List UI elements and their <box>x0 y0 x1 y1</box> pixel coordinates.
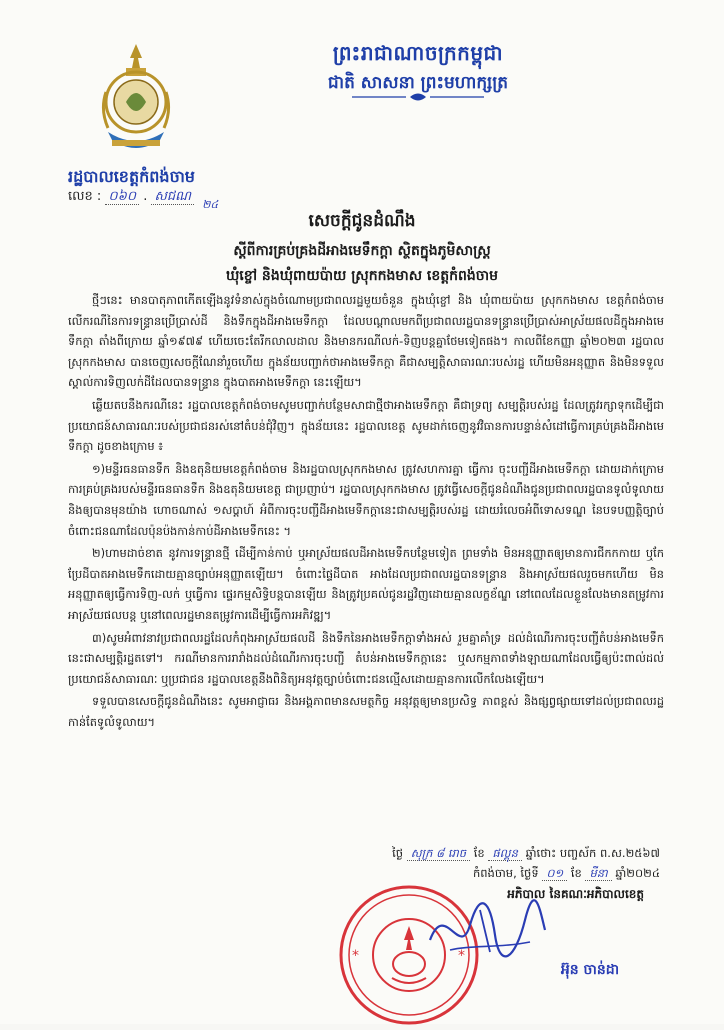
signer-title: អភិបាល នៃគណៈអភិបាលខេត្ត <box>507 887 644 901</box>
kingdom-name: ព្រះរាជាណាចក្រកម្ពុជា <box>332 41 504 65</box>
document-body <box>68 290 664 734</box>
document-subject: ស្តីពីការគ្រប់គ្រងដីអាងមេទឹកក្តា ស្ថិតក្នុងភូមិសាស្ត្រ <box>233 243 491 259</box>
solar-year: ឆ្នាំ២០២៤ <box>615 866 660 880</box>
solar-month: មីនា <box>585 866 611 881</box>
body-paragraph-6: ទទួលបានសេចក្តីជូនដំណឹងនេះ សូមអាជ្ញាធរ និងអង្គភាពមានសមត្ថកិច្ច អនុវត្តឲ្យមានប្រសិទ្ធ ភាពខ្ពស់ និងផ្សព្វផ្សាយទៅដល់ប្រជាពលរដ្ឋកាន់តែទូលំទូលាយ។ <box>68 694 664 729</box>
svg-text:*: * <box>352 948 359 964</box>
reference-slash: . <box>143 189 148 204</box>
header-ornament-icon <box>348 92 488 102</box>
document-title: សេចក្តីជូនដំណឹង <box>308 211 416 231</box>
body-paragraph-3: ១)មន្ទីរធនធានទឹក និងឧតុនិយមខេត្តកំពង់ចាម និងរដ្ឋបាលស្រុកកងមាស ត្រូវសហការគ្នា ធ្វើការ ចុះបញ្ជីដីអាងមេទឹកក្តា ដោយដាក់ក្រោមការគ្រប់គ្រងរបស់មន្ទីរធនធានទឹក និងឧតុនិយមខេត្ត ជាប្រញាប់។ រដ្ឋបាលស្រុកកងមាស ត្រូវធ្វើសេចក្តីជូនដំណឹងជូនប្រជាពលរដ្ឋបានទូលំទូលាយ និងឲ្យបានមុនយ៉ាង ហោចណាស់ ១សប្តាហ៍ អំពីការចុះបញ្ជីដីអាងមេទឹកក្តានេះជាសម្បត្តិរបស់រដ្ឋ ដោយរំលេចអំពីទោសទណ្ឌ នៃបទបញ្ញត្តិច្បាប់ចំពោះជនណាដែលប៉ុនប៉ងកាន់កាប់ដីអាងមេទឹកនេះ ។ <box>68 461 664 538</box>
reference-label: លេខ : <box>68 189 102 204</box>
solar-prefix: កំពង់ចាម, ថ្ងៃទី <box>472 866 539 880</box>
body-paragraph-4: ២)ហាមដាច់ខាត នូវការទន្ទ្រានថ្មី ដើម្បីកាន់កាប់ ឬអាស្រ័យផលដីអាងមេទឹកបន្ថែមទៀត ព្រមទាំង មិនអនុញ្ញាតឲ្យមានការជីកកកាយ ឬកែប្រែដីបាតអាងមេទឹកដោយគ្មានច្បាប់អនុញ្ញាតឡើយ។ ចំពោះផ្ទៃដីបាត អាងដែលប្រជាពលរដ្ឋបានទន្ទ្រាន និងអាស្រ័យផលរួចមកហើយ មិនអនុញ្ញាតឲ្យធ្វើការទិញ-លក់ ឬធ្វើការ ផ្ទេរកម្មសិទ្ធិបន្តបានឡើយ និងត្រូវប្រគល់ជូនរដ្ឋវិញដោយគ្មានលក្ខខ័ណ្ឌ នៅពេលដែលខ្លួនលែងមានតម្រូវការ អាស្រ័យផលបន្ត ឬនៅពេលរដ្ឋមានតម្រូវការដើម្បីធ្វើការអភិវឌ្ឍ។ <box>68 546 664 622</box>
provincial-administration-emblem-icon <box>96 40 176 160</box>
body-paragraph-5: ៣)សូមអំពាវនាវប្រជាពលរដ្ឋដែលកំពុងអាស្រ័យផលដី និងទឹកនៃអាងមេទឹកក្តាទាំងអស់ រួមគ្នាគាំទ្រ ដល់ដំណើរការចុះបញ្ជីតំបន់អាងមេទឹកនេះជាសម្បត្តិរដ្ឋតទៅ។ ករណីមានការរារាំងដល់ដំណើរការចុះបញ្ជី តំបន់អាងមេទឹកក្តានេះ ឬសកម្មភាពទាំងឡាយណាដែលធ្វើឲ្យប៉ះពាល់ដល់ប្រយោជន៍សាធារណៈ ឬប្រជាជន រដ្ឋបាលខេត្តនឹងពិនិត្យអនុវត្តច្បាប់ចំពោះជនល្មើសដោយគ្មានការលើកលែងឡើយ។ <box>68 630 664 686</box>
issuing-agency: រដ្ឋបាលខេត្តកំពង់ចាម <box>68 167 195 186</box>
solar-day: ០១ <box>542 866 567 881</box>
signature-icon <box>420 890 550 970</box>
solar-month-label: ខែ <box>570 866 582 880</box>
lunar-day: សុក្រ ៨ រោច <box>407 846 470 861</box>
svg-text:*: * <box>458 948 465 964</box>
reference-value: ០៦០ <box>105 189 139 205</box>
national-motto: ជាតិ សាសនា ព្រះមហាក្សត្រ <box>327 73 509 93</box>
lunar-date <box>300 846 660 863</box>
document-location: ឃុំខ្ចៅ និងឃុំពាយប៉ាយ ស្រុកកងមាស ខេត្តកំពង់ចាម <box>225 268 499 284</box>
lunar-month-label: ខែ <box>473 846 485 860</box>
kingdom-header <box>268 40 568 97</box>
reference-sub: ២៤ <box>202 198 219 211</box>
body-paragraph-1: ថ្មីៗនេះ មានបាតុភាពកើតឡើងនូវទំនាស់ក្នុងចំណោមប្រជាពលរដ្ឋមួយចំនួន ក្នុងឃុំខ្ចៅ និង ឃុំពាយប៉ាយ ស្រុកកងមាស ខេត្តកំពង់ចាម លើករណីនៃការទន្ទ្រានប្រើប្រាស់ដី និងទឹកក្នុងដីអាងមេទឹកក្តា ដែលបណ្តាលមកពីប្រជាពលរដ្ឋបានទន្ទ្រានប្រើប្រាស់អាស្រ័យផលដីក្នុងអាងមេទឹកក្តា តាំងពីក្រោយ ឆ្នាំ១៩៧៩ ហើយចេះតែរីកលាលដាល និងមានករណីលក់-ទិញបន្តគ្នាថែមទៀតផង។ កាលពីខែកញ្ញា ឆ្នាំ២០២៣ រដ្ឋបាលស្រុកកងមាស បានចេញសេចក្តីណែនាំរួចហើយ ក្នុងន័យបញ្ជាក់ថាអាងមេទឹកក្តា គឺជាសម្បត្តិសាធារណៈរបស់រដ្ឋ ហើយមិនអនុញ្ញាត និងមិនទទួលស្គាល់ការទិញលក់ដីដែលបានទន្ទ្រាន ក្នុងបាតអាងមេទឹកក្តា នេះឡើយ។ <box>68 293 664 390</box>
reference-suffix: សជណ <box>151 189 194 205</box>
signer-name: អ៊ុន ចាន់ដា <box>560 962 620 978</box>
lunar-suffix: ឆ្នាំថោះ បញ្ចស័ក ព.ស.២៥៦៧ <box>525 846 660 860</box>
lunar-month: ផល្គុន <box>488 846 522 861</box>
lunar-prefix: ថ្ងៃ <box>392 846 404 860</box>
body-paragraph-2: ឆ្លើយតបនឹងករណីនេះ រដ្ឋបាលខេត្តកំពង់ចាមសូមបញ្ជាក់បន្ថែមសាជាថ្មីថាអាងមេទឹកក្តា គឺជាទ្រព្យ សម្បត្តិរបស់រដ្ឋ ដែលត្រូវរក្សាទុកដើម្បីជាប្រយោជន៍សាធារណៈរបស់ប្រជាជនរស់នៅតំបន់ជុំវិញ។ ក្នុងន័យនេះ រដ្ឋបាលខេត្ត សូមដាក់ចេញនូវវិធានការបន្ទាន់សំដៅធ្វើការគ្រប់គ្រងដីអាងមេទឹកក្តា ដូចខាងក្រោម ៖ <box>68 397 664 454</box>
document-title-block <box>60 210 664 287</box>
